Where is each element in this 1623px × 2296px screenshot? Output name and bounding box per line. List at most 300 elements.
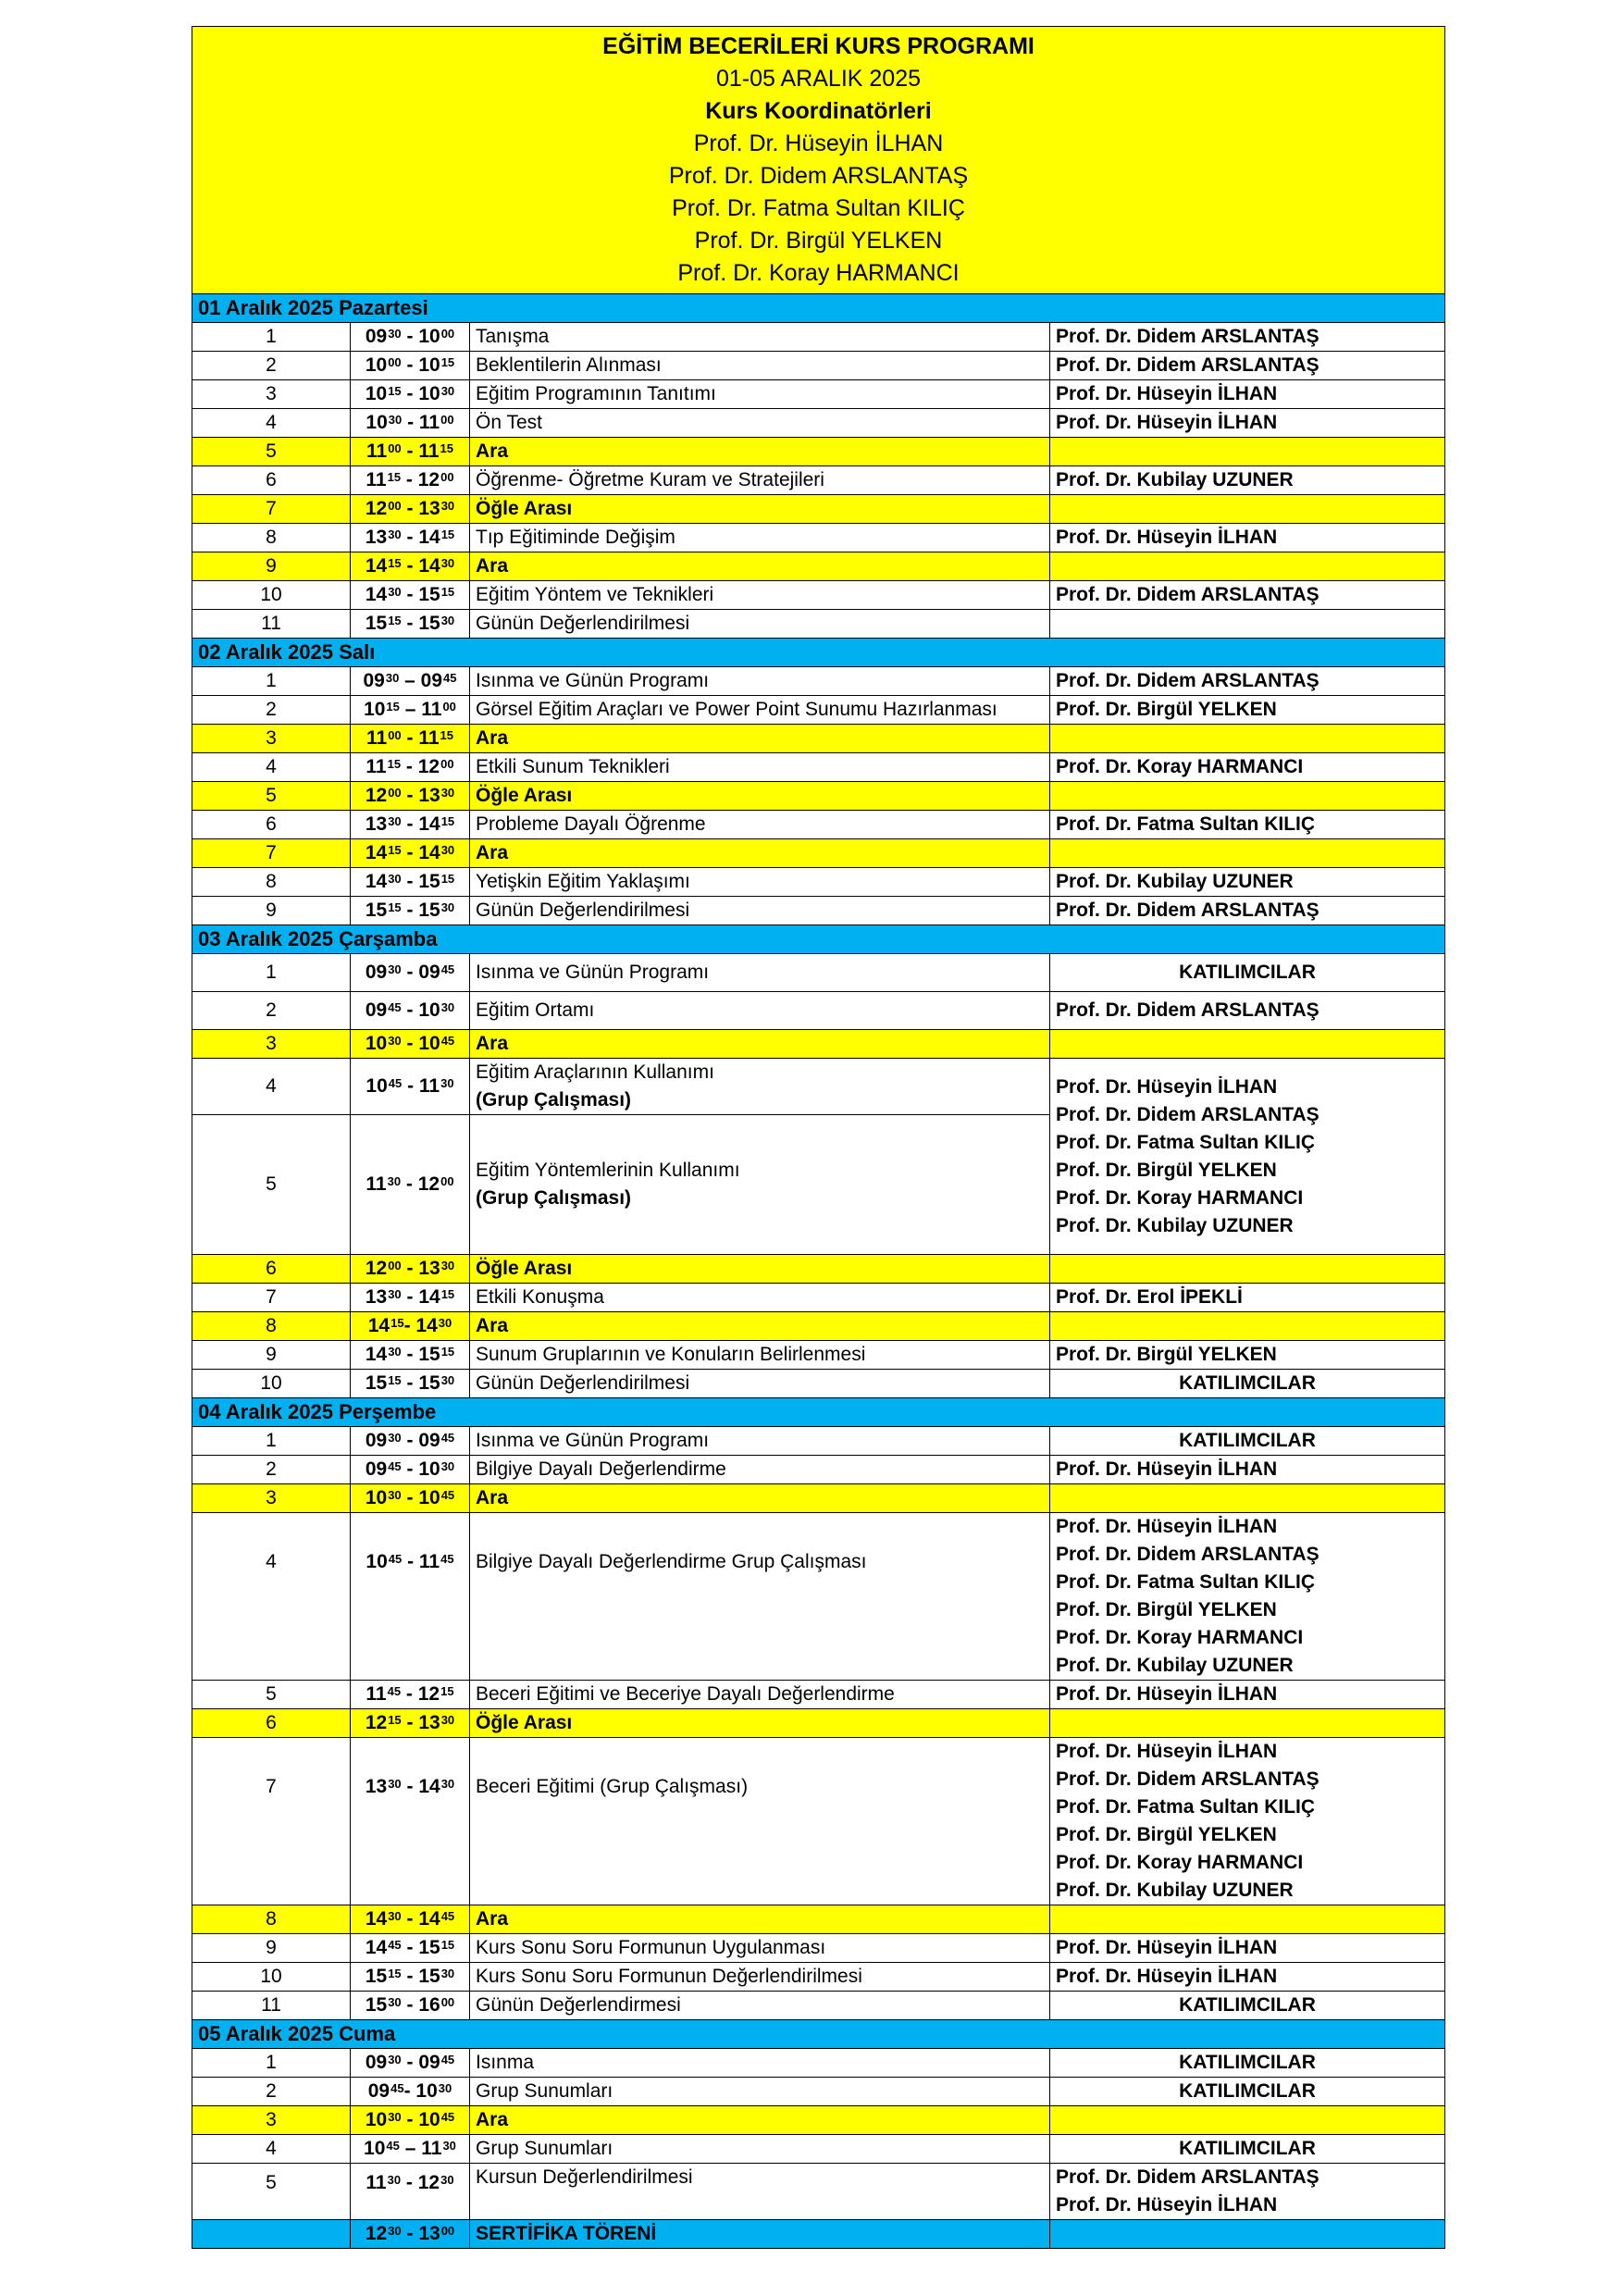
session-trainer [1050,1513,1445,1681]
session-row [192,323,1445,352]
day-header-row [192,639,1445,667]
session-topic: Bilgiye Dayalı Değerlendirme Grup Çalışması [470,1513,1050,1681]
break-row [192,1484,1445,1513]
session-number: 5 [192,1681,351,1709]
end-minute: 30 [438,1316,452,1330]
end-hour: 10 [418,999,440,1021]
end-minute: 00 [440,327,455,341]
session-trainer: Prof. Dr. Kubilay UZUNER [1050,868,1445,897]
start-hour: 15 [365,900,388,921]
time-cell [351,1312,470,1341]
end-hour: 11 [421,2138,442,2159]
trainer-name: Prof. Dr. Hüseyin İLHAN [1056,1741,1278,1762]
trainer-name: Prof. Dr. Birgül YELKEN [1056,1599,1277,1620]
time-separator: – [399,699,422,720]
session-row [192,610,1445,639]
trainer-name: Prof. Dr. Kubilay UZUNER [1056,1655,1294,1676]
day-label: 04 Aralık 2025 Perşembe [192,1398,1445,1427]
start-hour: 11 [365,727,388,749]
end-minute: 15 [440,585,455,599]
start-minute: 30 [388,527,402,541]
start-minute: 30 [388,1345,402,1359]
end-hour: 11 [418,1075,440,1097]
break-row [192,438,1445,466]
session-row [192,954,1445,992]
session-row [192,1341,1445,1370]
end-hour: 15 [418,1966,440,1987]
session-trainer [1050,725,1445,753]
end-minute: 00 [440,757,454,771]
start-minute: 15 [388,556,402,570]
coordinators-label: Kurs Koordinatörleri [192,95,1445,128]
session-topic: Ara [470,438,1050,466]
time-separator: - [401,813,419,835]
session-number: 4 [192,1513,351,1681]
session-number: 3 [192,1030,351,1059]
end-hour: 13 [418,785,440,806]
trainer-name: Prof. Dr. Didem ARSLANTAŞ [1056,1769,1319,1790]
time-separator: - [401,1173,418,1195]
session-trainer: Prof. Dr. Hüseyin İLHAN [1050,1934,1445,1963]
time-cell [351,409,470,438]
time-separator: - [401,441,419,462]
break-row [192,552,1445,581]
time-cell [351,725,470,753]
end-hour: 14 [418,1908,440,1930]
end-minute: 30 [440,843,455,857]
session-trainer [1050,2164,1445,2220]
start-minute: 00 [388,1259,402,1272]
time-cell [351,1992,470,2020]
time-separator: - [401,1994,419,2016]
session-row [192,2164,1445,2220]
time-separator: - [401,613,419,634]
session-topic: Isınma ve Günün Programı [470,667,1050,696]
session-trainer: KATILIMCILAR [1050,1992,1445,2020]
start-minute: 45 [388,1076,403,1090]
session-topic [470,1059,1050,1115]
end-minute: 45 [440,2053,455,2066]
session-topic: Isınma ve Günün Programı [470,1427,1050,1456]
trainer-name: Prof. Dr. Hüseyin İLHAN [1056,2194,1278,2215]
session-number: 7 [192,839,351,868]
end-minute: 30 [440,499,455,513]
session-topic: Grup Sunumları [470,2078,1050,2106]
session-topic: Kurs Sonu Soru Formunun Uygulanması [470,1934,1050,1963]
break-row [192,1709,1445,1738]
start-minute: 30 [388,2053,402,2066]
time-cell [351,610,470,639]
session-number: 6 [192,811,351,839]
session-topic: Eğitim Programının Tanıtımı [470,380,1050,409]
session-number: 8 [192,868,351,897]
end-hour: 10 [418,1458,440,1480]
session-trainer: Prof. Dr. Didem ARSLANTAŞ [1050,352,1445,380]
start-minute: 15 [387,757,402,771]
end-hour: 14 [418,842,440,863]
session-topic: Öğle Arası [470,1255,1050,1284]
session-trainer: Prof. Dr. Kubilay UZUNER [1050,466,1445,495]
session-topic: Kursun Değerlendirilmesi [470,2164,1050,2220]
session-topic: Öğrenme- Öğretme Kuram ve Stratejileri [470,466,1050,495]
end-minute: 15 [440,527,455,541]
session-number: 11 [192,610,351,639]
time-separator: - [402,1075,419,1097]
session-topic: Öğle Arası [470,495,1050,524]
time-cell [351,323,470,352]
session-topic: Sunum Gruplarının ve Konuların Belirlenmesi [470,1341,1050,1370]
session-row [192,524,1445,552]
trainer-name: Prof. Dr. Didem ARSLANTAŞ [1056,2166,1319,2188]
session-topic: Eğitim Yöntem ve Teknikleri [470,581,1050,610]
session-trainer: Prof. Dr. Didem ARSLANTAŞ [1050,323,1445,352]
session-row [192,1681,1445,1709]
time-separator: - [401,1344,419,1365]
session-number: 10 [192,581,351,610]
end-minute: 30 [440,1713,455,1727]
end-hour: 14 [418,1286,440,1308]
time-separator: - [403,2080,416,2102]
time-cell [351,352,470,380]
session-trainer: Prof. Dr. Didem ARSLANTAŞ [1050,581,1445,610]
session-number: 3 [192,725,351,753]
end-minute: 30 [440,1459,455,1473]
time-cell [351,438,470,466]
trainer-name: Prof. Dr. Koray HARMANCI [1056,1852,1304,1873]
session-row [192,1934,1445,1963]
end-hour: 10 [418,326,440,347]
start-hour: 09 [365,1458,388,1480]
day-label: 05 Aralık 2025 Cuma [192,2020,1445,2049]
end-minute: 15 [440,1345,455,1359]
time-cell [351,1115,470,1255]
session-trainer: KATILIMCILAR [1050,2078,1445,2106]
time-separator: - [401,498,419,519]
end-hour: 12 [417,1683,440,1705]
time-cell [351,1905,470,1934]
time-separator: - [401,2172,418,2193]
trainer-name: Prof. Dr. Kubilay UZUNER [1056,1880,1294,1901]
end-hour: 10 [418,1487,440,1508]
session-row [192,1513,1445,1681]
start-hour: 11 [365,1173,387,1195]
break-row [192,1030,1445,1059]
time-separator: - [401,1033,419,1054]
session-row [192,1427,1445,1456]
end-hour: 10 [418,354,440,376]
break-row [192,725,1445,753]
session-number: 9 [192,897,351,925]
start-hour: 14 [365,584,388,605]
start-hour: 10 [365,1551,388,1572]
time-separator: - [401,785,419,806]
time-cell [351,696,470,725]
session-topic: Isınma ve Günün Programı [470,954,1050,992]
session-row [192,409,1445,438]
session-row [192,1992,1445,2020]
session-number: 3 [192,2106,351,2135]
trainer-name: Prof. Dr. Birgül YELKEN [1056,1824,1277,1845]
session-topic: Ara [470,1484,1050,1513]
session-number: 8 [192,1905,351,1934]
time-separator: - [402,412,419,433]
end-minute: 30 [438,2081,452,2095]
start-hour: 09 [363,670,385,691]
time-cell [351,466,470,495]
start-minute: 30 [388,1995,402,2009]
session-number: 4 [192,753,351,782]
time-cell [351,667,470,696]
time-cell [351,524,470,552]
trainer-name: Prof. Dr. Kubilay UZUNER [1056,1214,1294,1236]
end-minute: 30 [440,556,455,570]
day-label: 01 Aralık 2025 Pazartesi [192,294,1445,323]
start-hour: 12 [365,2223,388,2244]
end-hour: 09 [418,1430,440,1451]
time-separator: - [401,2109,419,2130]
start-hour: 13 [365,527,388,548]
trainer-name: Prof. Dr. Didem ARSLANTAŞ [1056,1103,1319,1125]
topic-note: (Grup Çalışması) [476,1089,632,1111]
trainer-name: Prof. Dr. Fatma Sultan KILIÇ [1056,1796,1316,1818]
time-separator: - [401,1776,419,1797]
end-minute: 15 [440,1684,454,1698]
time-cell [351,2135,470,2164]
start-minute: 30 [388,1034,402,1048]
end-hour: 14 [418,555,440,577]
session-trainer: Prof. Dr. Hüseyin İLHAN [1050,409,1445,438]
end-minute: 00 [440,2224,455,2238]
session-topic: Öğle Arası [470,1709,1050,1738]
end-minute: 30 [440,1000,455,1014]
end-minute: 30 [440,786,455,800]
start-minute: 45 [386,2139,400,2153]
end-minute: 00 [440,1995,455,2009]
session-number: 8 [192,1312,351,1341]
session-trainer: Prof. Dr. Hüseyin İLHAN [1050,1456,1445,1484]
session-row [192,811,1445,839]
end-minute: 15 [440,441,453,455]
session-topic: Probleme Dayalı Öğrenme [470,811,1050,839]
session-trainer [1050,2220,1445,2249]
trainer-name: Prof. Dr. Koray HARMANCI [1056,1627,1304,1648]
time-separator: - [401,326,419,347]
end-minute: 45 [440,2110,455,2124]
session-topic: Günün Değerlendirilmesi [470,897,1050,925]
end-hour: 15 [418,1344,440,1365]
end-hour: 15 [418,1937,440,1958]
session-number: 10 [192,1370,351,1398]
session-row [192,352,1445,380]
session-trainer [1050,610,1445,639]
end-hour: 09 [418,2052,440,2073]
time-separator: - [401,1487,419,1508]
end-hour: 11 [418,412,440,433]
trainer-name: Prof. Dr. Hüseyin İLHAN [1056,1516,1278,1537]
day-label: 03 Aralık 2025 Çarşamba [192,925,1445,954]
session-number [192,2220,351,2249]
time-separator: - [401,999,419,1021]
session-trainer [1050,495,1445,524]
session-row [192,2135,1445,2164]
time-cell [351,581,470,610]
end-hour: 12 [417,2172,440,2193]
time-separator: - [401,1712,419,1733]
session-trainer [1050,2106,1445,2135]
end-hour: 09 [420,670,443,691]
session-number: 11 [192,1992,351,2020]
coordinator-name: Prof. Dr. Koray HARMANCI [192,257,1445,294]
session-row [192,2049,1445,2078]
session-topic: Ara [470,2106,1050,2135]
time-separator: - [401,727,419,749]
start-minute: 45 [388,1938,402,1952]
time-separator: - [401,2223,419,2244]
session-trainer [1050,438,1445,466]
end-hour: 15 [418,871,440,892]
time-separator: - [403,1315,416,1336]
session-row [192,2078,1445,2106]
time-separator: – [399,2138,422,2159]
time-cell [351,1934,470,1963]
time-cell [351,2078,470,2106]
program-title: EĞİTİM BECERİLERİ KURS PROGRAMI [192,27,1445,64]
start-hour: 10 [365,1033,388,1054]
time-cell [351,868,470,897]
trainer-name: Prof. Dr. Didem ARSLANTAŞ [1056,1544,1319,1565]
end-hour: 13 [418,1258,440,1279]
session-number: 3 [192,380,351,409]
session-topic: Bilgiye Dayalı Değerlendirme [470,1456,1050,1484]
session-trainer: KATILIMCILAR [1050,2135,1445,2164]
end-hour: 11 [421,699,442,720]
start-hour: 15 [365,613,388,634]
start-minute: 00 [388,728,402,742]
start-minute: 30 [388,1431,402,1445]
coordinator-name: Prof. Dr. Hüseyin İLHAN [192,128,1445,160]
session-trainer: Prof. Dr. Hüseyin İLHAN [1050,1681,1445,1709]
start-hour: 11 [365,469,387,490]
start-minute: 45 [388,1459,402,1473]
end-hour: 11 [418,441,440,462]
end-hour: 13 [418,1712,440,1733]
start-hour: 12 [365,1712,388,1733]
time-separator: - [402,1551,419,1572]
session-trainer: Prof. Dr. Hüseyin İLHAN [1050,524,1445,552]
start-minute: 30 [388,585,402,599]
end-hour: 10 [418,383,440,404]
start-minute: 30 [387,1174,402,1188]
time-separator: - [401,871,419,892]
session-trainer: KATILIMCILAR [1050,954,1445,992]
session-topic: Ara [470,839,1050,868]
session-topic: Beceri Eğitimi (Grup Çalışması) [470,1738,1050,1905]
session-trainer [1050,782,1445,811]
end-hour: 14 [418,527,440,548]
time-cell [351,1484,470,1513]
time-cell [351,1513,470,1681]
end-minute: 30 [440,384,455,398]
day-header-row [192,1398,1445,1427]
time-cell [351,1059,470,1115]
break-row [192,1905,1445,1934]
session-topic: Ön Test [470,409,1050,438]
start-hour: 09 [365,962,388,983]
topic-text: Eğitim Araçlarının Kullanımı [476,1061,714,1083]
break-row [192,2220,1445,2249]
end-hour: 13 [418,2223,440,2244]
end-minute: 15 [440,1287,455,1301]
end-minute: 45 [440,1431,455,1445]
start-minute: 15 [388,1373,402,1387]
time-cell [351,2106,470,2135]
break-row [192,839,1445,868]
end-minute: 30 [440,1777,455,1791]
start-minute: 30 [388,327,402,341]
start-hour: 10 [365,412,388,433]
session-row [192,667,1445,696]
session-number: 6 [192,1709,351,1738]
session-trainer [1050,1312,1445,1341]
time-cell [351,1456,470,1484]
day-header-row [192,294,1445,323]
start-minute: 15 [387,470,402,484]
session-number: 7 [192,495,351,524]
time-separator: - [401,1430,419,1451]
end-minute: 15 [440,355,455,369]
session-number: 4 [192,2135,351,2164]
start-hour: 14 [365,1937,388,1958]
end-hour: 12 [417,756,440,777]
start-hour: 11 [365,756,387,777]
start-hour: 10 [364,2138,386,2159]
start-minute: 15 [388,384,402,398]
time-separator: – [399,670,421,691]
session-row [192,897,1445,925]
trainer-name: Prof. Dr. Birgül YELKEN [1056,1159,1277,1181]
session-topic: Ara [470,725,1050,753]
session-number: 1 [192,323,351,352]
session-row [192,1370,1445,1398]
start-hour: 10 [365,1075,388,1097]
session-trainer: KATILIMCILAR [1050,1427,1445,1456]
end-hour: 15 [418,1372,440,1394]
time-separator: - [401,1258,419,1279]
session-row [192,581,1445,610]
end-minute: 45 [440,1034,455,1048]
break-row [192,495,1445,524]
end-minute: 30 [440,614,455,627]
start-minute: 45 [388,1552,403,1566]
break-row [192,2106,1445,2135]
start-minute: 30 [388,962,402,976]
session-number: 9 [192,1341,351,1370]
start-hour: 09 [365,2052,388,2073]
session-trainer [1050,1484,1445,1513]
session-trainer: Prof. Dr. Birgül YELKEN [1050,696,1445,725]
end-minute: 30 [440,1259,455,1272]
start-minute: 15 [388,900,402,914]
time-separator: - [401,842,419,863]
session-trainer: Prof. Dr. Hüseyin İLHAN [1050,380,1445,409]
start-hour: 12 [365,1258,388,1279]
start-hour: 10 [364,699,386,720]
session-number: 2 [192,1456,351,1484]
session-number: 1 [192,667,351,696]
session-topic: Etkili Konuşma [470,1284,1050,1312]
time-separator: - [401,1372,419,1394]
session-trainer: Prof. Dr. Fatma Sultan KILIÇ [1050,811,1445,839]
